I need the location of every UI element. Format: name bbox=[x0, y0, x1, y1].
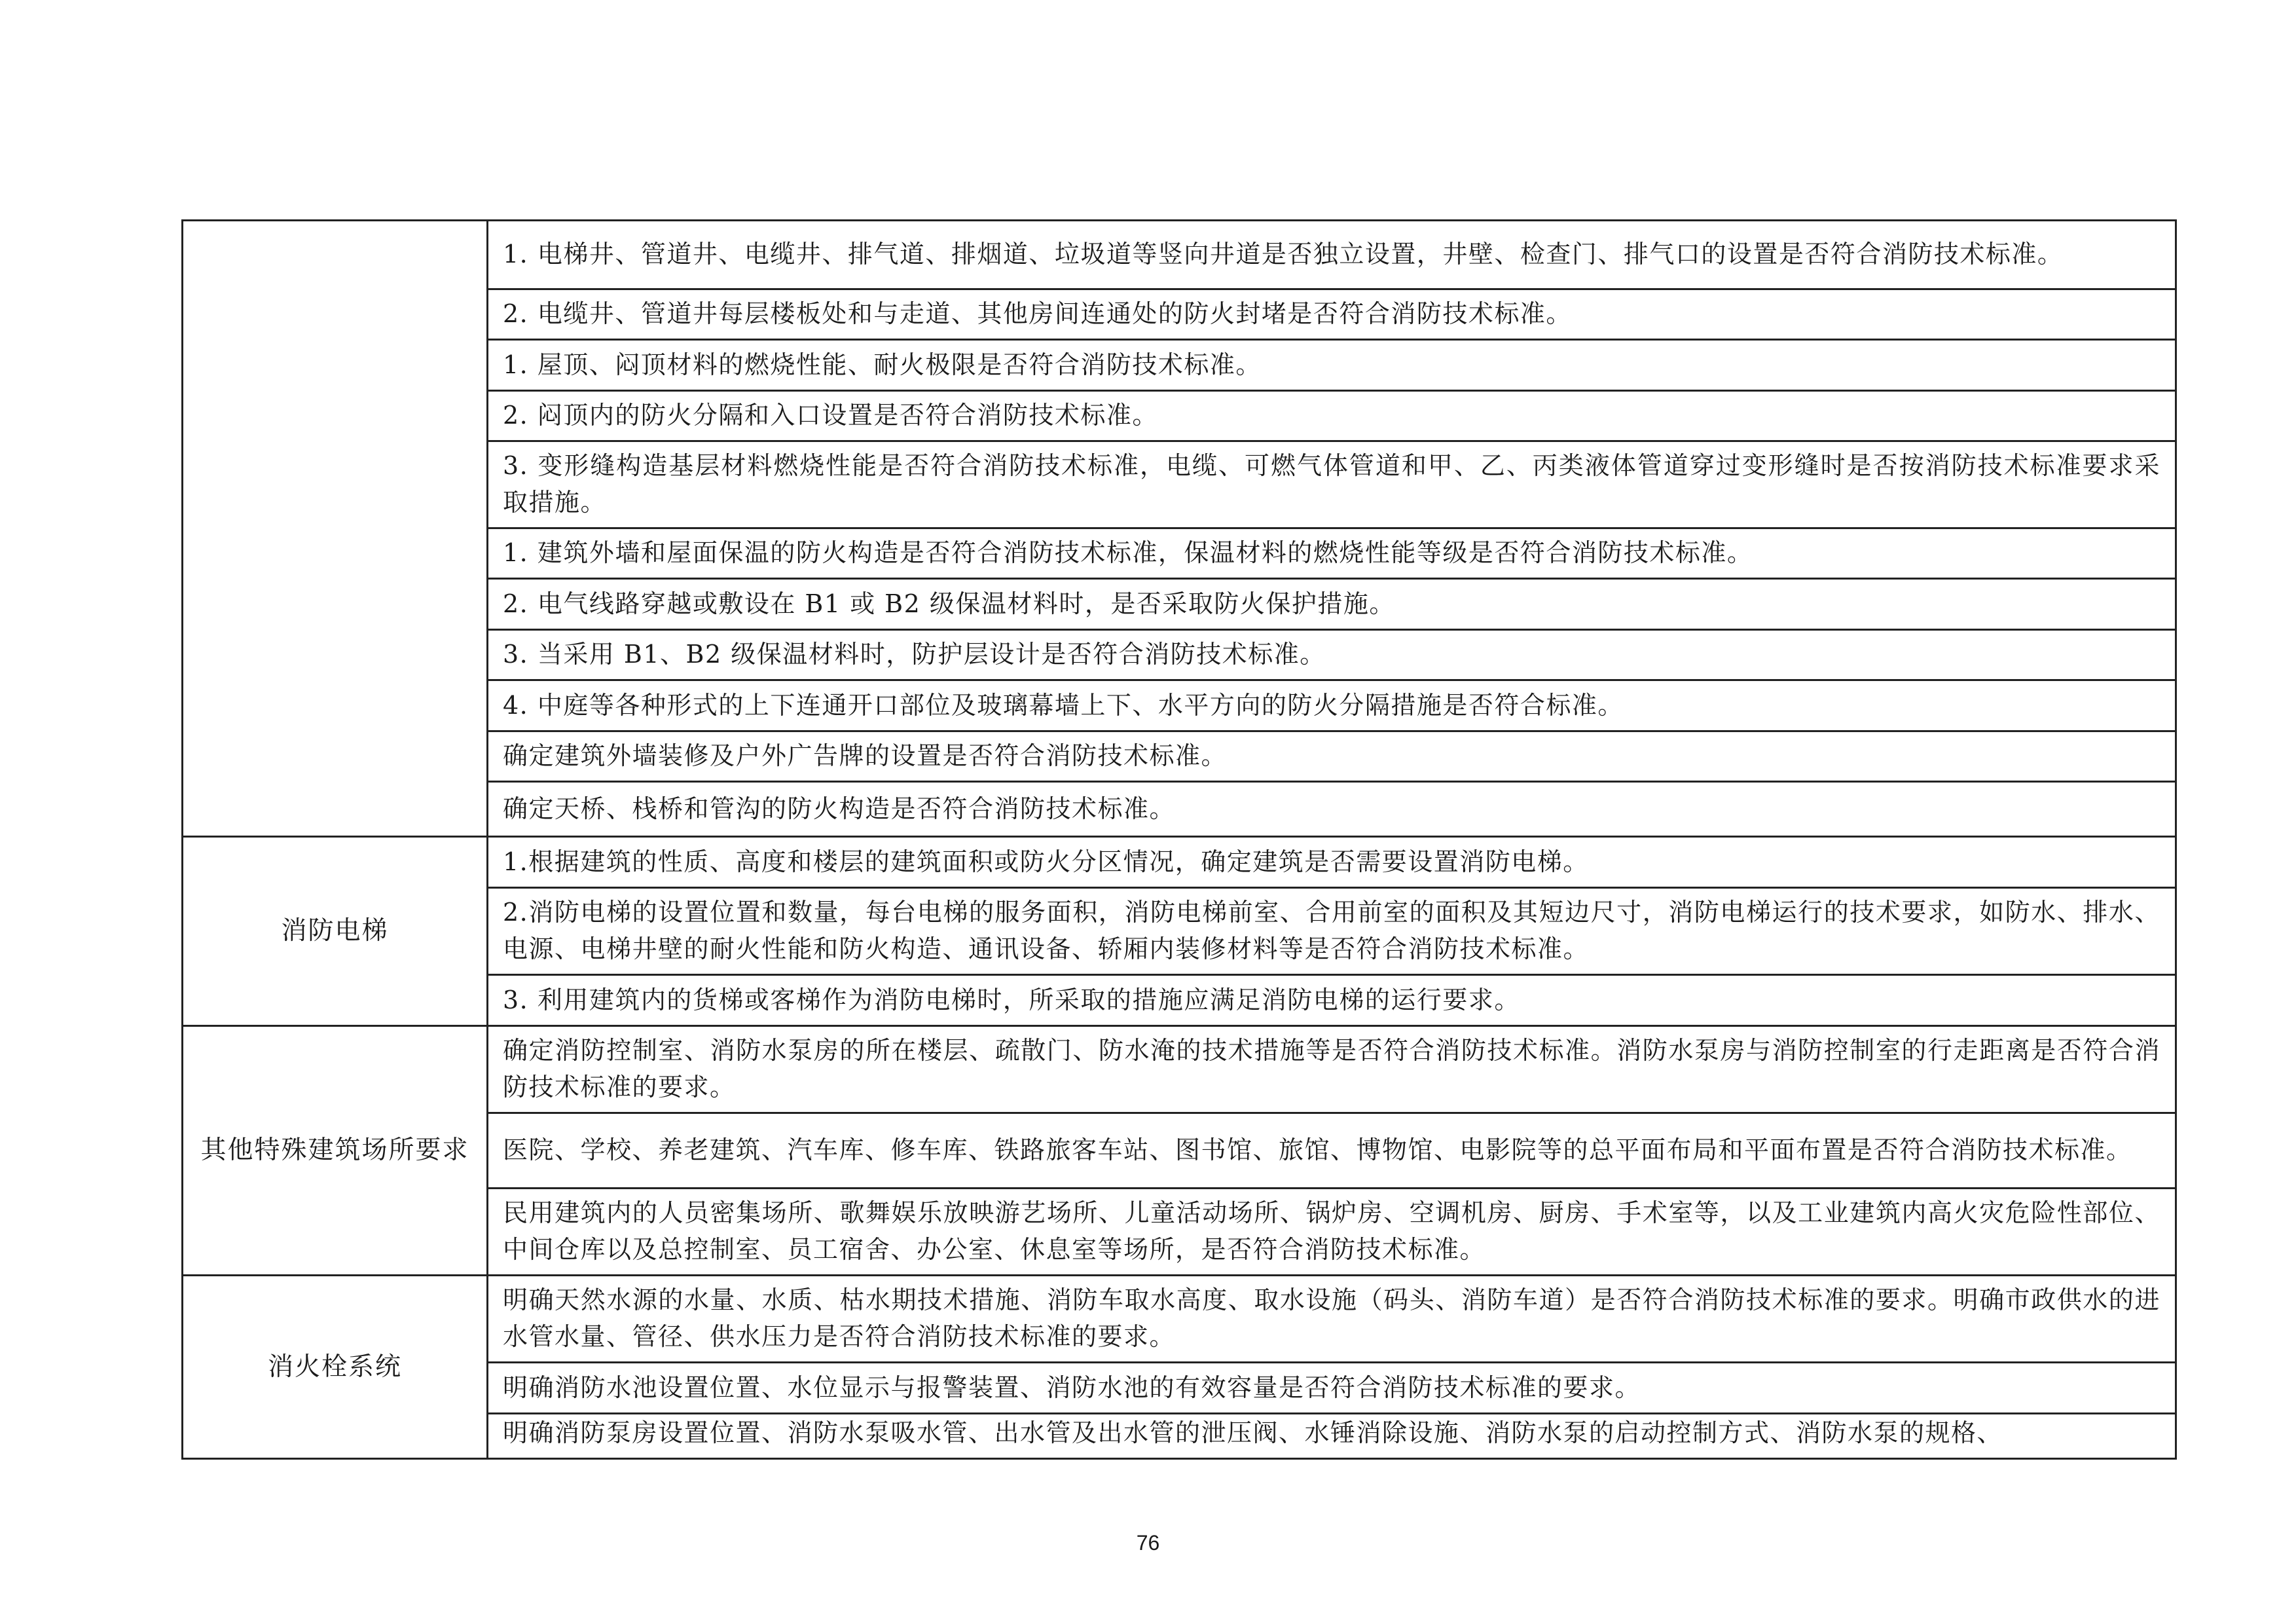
check-item: 确定消防控制室、消防水泵房的所在楼层、疏散门、防水淹的技术措施等是否符合消防技术标准。消防水泵房与消防控制室的行走距离是否符合消防技术标准的要求。 bbox=[488, 1026, 2176, 1113]
check-item: 医院、学校、养老建筑、汽车库、修车库、铁路旅客车站、图书馆、旅馆、博物馆、电影院等的总平面布局和平面布置是否符合消防技术标准。 bbox=[488, 1113, 2176, 1189]
check-item: 2. 电气线路穿越或敷设在 B1 或 B2 级保温材料时，是否采取防火保护措施。 bbox=[488, 579, 2176, 630]
category-cell: 消火栓系统 bbox=[183, 1276, 488, 1459]
check-item: 民用建筑内的人员密集场所、歌舞娱乐放映游艺场所、儿童活动场所、锅炉房、空调机房、厨房、手术室等，以及工业建筑内高火灾危险性部位、中间仓库以及总控制室、员工宿舍、办公室、休息室等场所，是否符合消防技术标准。 bbox=[488, 1189, 2176, 1276]
check-item: 1. 屋顶、闷顶材料的燃烧性能、耐火极限是否符合消防技术标准。 bbox=[488, 340, 2176, 391]
table-row bbox=[183, 1026, 2176, 1113]
check-item: 2.消防电梯的设置位置和数量，每台电梯的服务面积，消防电梯前室、合用前室的面积及其短边尺寸，消防电梯运行的技术要求，如防水、排水、电源、电梯井壁的耐火性能和防火构造、通讯设备、轿厢内装修材料等是否符合消防技术标准。 bbox=[488, 888, 2176, 975]
check-item: 2. 闷顶内的防火分隔和入口设置是否符合消防技术标准。 bbox=[488, 391, 2176, 441]
check-item: 确定天桥、栈桥和管沟的防火构造是否符合消防技术标准。 bbox=[488, 782, 2176, 837]
table-row bbox=[183, 837, 2176, 888]
check-item: 4. 中庭等各种形式的上下连通开口部位及玻璃幕墙上下、水平方向的防火分隔措施是否符合标准。 bbox=[488, 680, 2176, 731]
category-cell bbox=[183, 221, 488, 837]
check-item: 3. 当采用 B1、B2 级保温材料时，防护层设计是否符合消防技术标准。 bbox=[488, 630, 2176, 680]
category-cell: 消防电梯 bbox=[183, 837, 488, 1026]
check-item: 3. 利用建筑内的货梯或客梯作为消防电梯时，所采取的措施应满足消防电梯的运行要求。 bbox=[488, 975, 2176, 1026]
check-item: 1.根据建筑的性质、高度和楼层的建筑面积或防火分区情况，确定建筑是否需要设置消防电梯。 bbox=[488, 837, 2176, 888]
check-item: 明确消防泵房设置位置、消防水泵吸水管、出水管及出水管的泄压阀、水锤消除设施、消防水泵的启动控制方式、消防水泵的规格、 bbox=[488, 1414, 2176, 1459]
check-item: 1. 建筑外墙和屋面保温的防火构造是否符合消防技术标准，保温材料的燃烧性能等级是否符合消防技术标准。 bbox=[488, 528, 2176, 579]
table-row bbox=[183, 1276, 2176, 1363]
category-cell: 其他特殊建筑场所要求 bbox=[183, 1026, 488, 1276]
check-item: 确定建筑外墙装修及户外广告牌的设置是否符合消防技术标准。 bbox=[488, 731, 2176, 782]
check-item: 明确消防水池设置位置、水位显示与报警装置、消防水池的有效容量是否符合消防技术标准的要求。 bbox=[488, 1363, 2176, 1414]
check-item: 3. 变形缝构造基层材料燃烧性能是否符合消防技术标准，电缆、可燃气体管道和甲、乙、丙类液体管道穿过变形缝时是否按消防技术标准要求采取措施。 bbox=[488, 441, 2176, 528]
table-row bbox=[183, 221, 2176, 289]
check-item: 明确天然水源的水量、水质、枯水期技术措施、消防车取水高度、取水设施（码头、消防车道）是否符合消防技术标准的要求。明确市政供水的进水管水量、管径、供水压力是否符合消防技术标准的要求。 bbox=[488, 1276, 2176, 1363]
check-item: 1. 电梯井、管道井、电缆井、排气道、排烟道、垃圾道等竖向井道是否独立设置，井壁、检查门、排气口的设置是否符合消防技术标准。 bbox=[488, 221, 2176, 289]
check-item: 2. 电缆井、管道井每层楼板处和与走道、其他房间连通处的防火封堵是否符合消防技术标准。 bbox=[488, 289, 2176, 340]
page-number: 76 bbox=[1136, 1531, 1160, 1555]
review-table bbox=[181, 219, 2177, 1460]
